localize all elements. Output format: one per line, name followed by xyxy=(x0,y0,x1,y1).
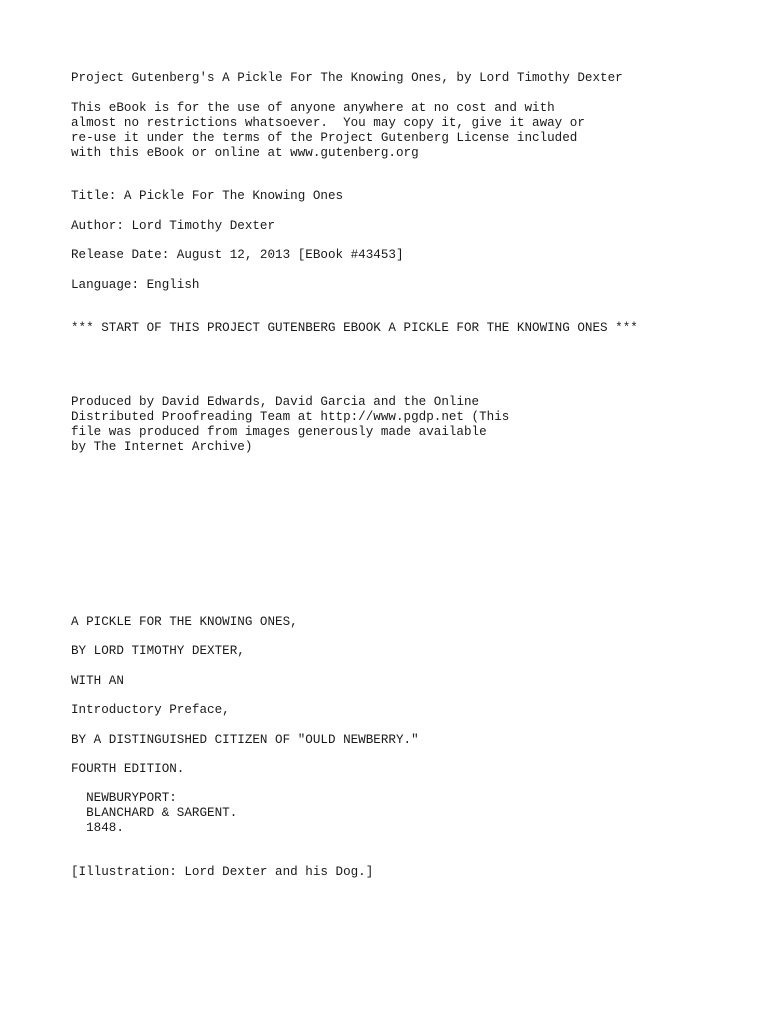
illustration-caption: [Illustration: Lord Dexter and his Dog.] xyxy=(71,865,374,879)
credits-line: file was produced from images generously made available xyxy=(71,425,487,439)
title-field: Title: A Pickle For The Knowing Ones xyxy=(71,189,344,203)
preface-title: Introductory Preface, xyxy=(71,703,230,717)
credits-line: Distributed Proofreading Team at http://www.pgdp.net (This xyxy=(71,410,510,424)
license-line: This eBook is for the use of anyone anywhere at no cost and with xyxy=(71,101,555,115)
start-marker: *** START OF THIS PROJECT GUTENBERG EBOOK A PICKLE FOR THE KNOWING ONES *** xyxy=(71,321,638,335)
license-line: with this eBook or online at www.gutenberg.org xyxy=(71,146,419,160)
release-date-field: Release Date: August 12, 2013 [EBook #43453] xyxy=(71,248,404,262)
credits-line: Produced by David Edwards, David Garcia and the Online xyxy=(71,395,480,409)
edition: FOURTH EDITION. xyxy=(71,762,185,776)
credits-line: by The Internet Archive) xyxy=(71,440,253,454)
imprint-line: 1848. xyxy=(71,821,124,835)
ebook-heading: Project Gutenberg's A Pickle For The Knowing Ones, by Lord Timothy Dexter xyxy=(71,71,623,85)
license-paragraph xyxy=(71,101,585,161)
book-title: A PICKLE FOR THE KNOWING ONES, xyxy=(71,615,298,629)
byline: BY LORD TIMOTHY DEXTER, xyxy=(71,644,245,658)
with-an: WITH AN xyxy=(71,674,124,688)
preface-author: BY A DISTINGUISHED CITIZEN OF "OULD NEWBERRY." xyxy=(71,733,419,747)
ebook-text xyxy=(71,71,731,879)
language-field: Language: English xyxy=(71,278,200,292)
license-line: re-use it under the terms of the Project Gutenberg License included xyxy=(71,131,578,145)
license-line: almost no restrictions whatsoever. You may copy it, give it away or xyxy=(71,116,585,130)
author-field: Author: Lord Timothy Dexter xyxy=(71,219,276,233)
imprint-line: NEWBURYPORT: xyxy=(71,791,177,805)
imprint-line: BLANCHARD & SARGENT. xyxy=(71,806,238,820)
credits-paragraph xyxy=(71,395,509,455)
imprint xyxy=(71,791,237,836)
